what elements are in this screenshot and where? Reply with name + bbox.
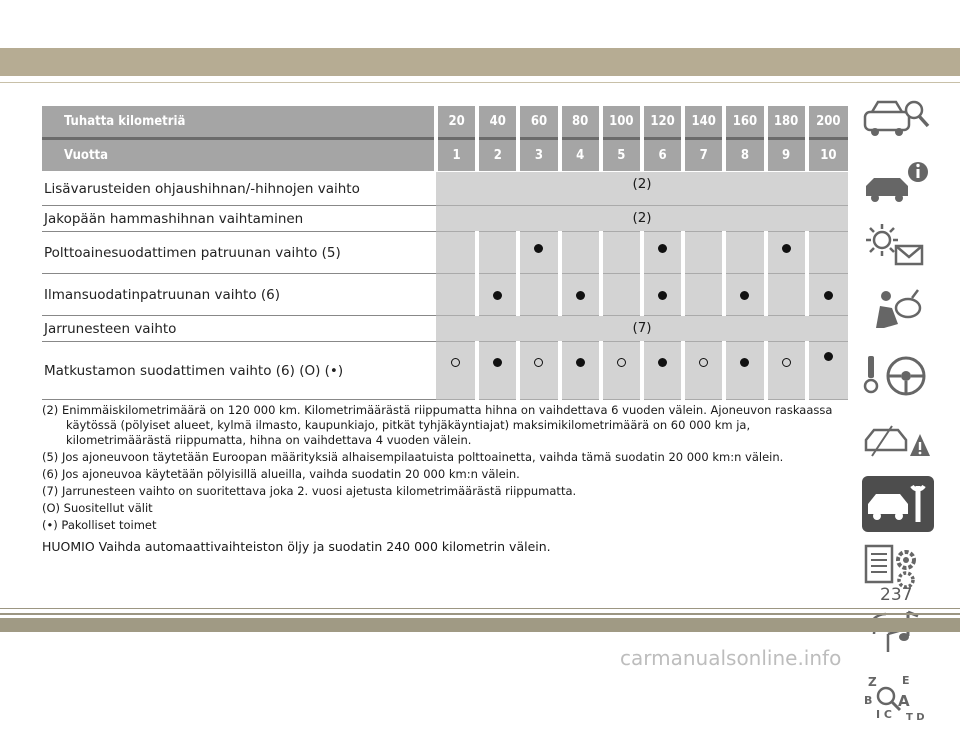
row-label: Jakopään hammashihnan vaihtaminen (42, 206, 436, 232)
interval-cell (683, 274, 724, 316)
km-header-180: 180 (766, 106, 807, 139)
interval-cell (518, 232, 559, 274)
interval-cell (601, 274, 642, 316)
table-row (42, 172, 848, 206)
warning-note: HUOMIO Vaihda automaattivaihteiston öljy ja suodatin 240 000 kilometrin välein. (42, 539, 551, 554)
interval-cell (807, 274, 848, 316)
mandatory-mark (740, 358, 749, 367)
note-2: (2) Enimmäiskilometrimäärä on 120 000 km. Kilometrimäärästä riippumatta hihna on vaihdettava 6 vuoden välein. Ajoneuvon raskaassa käytössä (pölyiset alueet, kylmä ilmasto, kaupunkiajo, pitkät tyhjäkäyntiajat) maksimikilometrimäärä on 60 000 km ja, kilometrimäärästä riippumatta, hihna on vaihdettava 4 vuoden välein. (42, 403, 833, 447)
mandatory-mark (824, 352, 833, 361)
svg-text:Z: Z (868, 675, 877, 689)
year-header-2: 2 (477, 139, 518, 172)
interval-reference: (2) (436, 172, 848, 206)
interval-cell (724, 232, 765, 274)
km-header-row (42, 106, 848, 139)
mandatory-mark (576, 358, 585, 367)
svg-text:T D: T D (906, 712, 925, 723)
interval-reference: (2) (436, 206, 848, 232)
car-warning-icon[interactable] (862, 412, 934, 468)
interval-cell (807, 342, 848, 400)
row-label: Lisävarusteiden ohjaushihnan/-hihnojen vaihto (42, 172, 436, 206)
mandatory-mark (534, 244, 543, 253)
year-header-9: 9 (766, 139, 807, 172)
mandatory-mark (824, 291, 833, 300)
table-row (42, 232, 848, 274)
interval-cell (766, 232, 807, 274)
interval-cell (436, 232, 477, 274)
row-label: Matkustamon suodattimen vaihto (6) (O) (•) (42, 342, 436, 400)
note-6: (6) Jos ajoneuvoa käytetään pölyisillä alueilla, vaihda suodatin 20 000 km:n välein. (42, 467, 520, 481)
km-header-100: 100 (601, 106, 642, 139)
interval-cell (560, 342, 601, 400)
mandatory-mark (658, 358, 667, 367)
svg-text:A: A (898, 692, 910, 710)
bottom-divider-thin (0, 608, 960, 609)
km-header-40: 40 (477, 106, 518, 139)
steering-key-icon[interactable] (862, 348, 934, 404)
top-divider (0, 82, 960, 83)
page-number: 237 (880, 585, 913, 605)
year-header-5: 5 (601, 139, 642, 172)
interval-cell (477, 342, 518, 400)
row-label: Polttoainesuodattimen patruunan vaihto (5) (42, 232, 436, 274)
year-header-7: 7 (683, 139, 724, 172)
svg-text:I C: I C (876, 708, 892, 721)
year-header-1: 1 (436, 139, 477, 172)
car-info-icon[interactable] (862, 156, 934, 212)
interval-cell (518, 274, 559, 316)
interval-cell (683, 232, 724, 274)
km-header-label: Tuhatta kilometriä (42, 106, 436, 139)
row-label: Ilmansuodatinpatruunan vaihto (6) (42, 274, 436, 316)
interval-cell (601, 342, 642, 400)
mandatory-mark (740, 291, 749, 300)
interval-cell (724, 274, 765, 316)
airbag-seat-icon[interactable] (862, 284, 934, 340)
year-header-4: 4 (560, 139, 601, 172)
km-header-20: 20 (436, 106, 477, 139)
note-5: (5) Jos ajoneuvoon täytetään Euroopan määrityksiä alhaisempilaatuista polttoainetta, vaihda tämä suodatin 20 000 km:n välein. (42, 450, 784, 464)
recommended-mark (782, 358, 791, 367)
interval-cell (642, 274, 683, 316)
year-header-3: 3 (518, 139, 559, 172)
recommended-mark (451, 358, 460, 367)
interval-cell (518, 342, 559, 400)
svg-text:B: B (864, 694, 873, 707)
table-row (42, 342, 848, 400)
maintenance-schedule-table (42, 106, 848, 400)
mandatory-mark (493, 358, 502, 367)
interval-cell (642, 342, 683, 400)
interval-cell (477, 274, 518, 316)
footnotes (42, 403, 848, 556)
km-header-160: 160 (724, 106, 765, 139)
mandatory-mark (658, 291, 667, 300)
interval-cell (766, 274, 807, 316)
interval-cell (560, 274, 601, 316)
km-header-80: 80 (560, 106, 601, 139)
interval-cell (807, 232, 848, 274)
year-header-8: 8 (724, 139, 765, 172)
mandatory-mark (782, 244, 791, 253)
mandatory-mark (493, 291, 502, 300)
interval-cell (766, 342, 807, 400)
table-row (42, 316, 848, 342)
chapter-sidebar (862, 92, 934, 732)
km-header-120: 120 (642, 106, 683, 139)
km-header-200: 200 (807, 106, 848, 139)
interval-cell (436, 274, 477, 316)
bottom-decorative-band (0, 618, 960, 632)
mandatory-mark (576, 291, 585, 300)
km-header-140: 140 (683, 106, 724, 139)
interval-cell (601, 232, 642, 274)
svg-text:E: E (902, 674, 910, 687)
note-mandatory: (•) Pakolliset toimet (42, 518, 157, 532)
recommended-mark (617, 358, 626, 367)
top-decorative-band (0, 48, 960, 76)
years-header-row (42, 139, 848, 172)
interval-cell (724, 342, 765, 400)
interval-cell (560, 232, 601, 274)
note-recommended: (O) Suositellut välit (42, 501, 153, 515)
warning-lights-icon[interactable] (862, 220, 934, 276)
table-row (42, 274, 848, 316)
km-header-60: 60 (518, 106, 559, 139)
recommended-mark (534, 358, 543, 367)
interval-cell (683, 342, 724, 400)
mandatory-mark (658, 244, 667, 253)
note-7: (7) Jarrunesteen vaihto on suoritettava joka 2. vuosi ajetusta kilometrimäärästä riippumatta. (42, 484, 577, 498)
row-label: Jarrunesteen vaihto (42, 316, 436, 342)
car-wrench-icon[interactable] (862, 476, 934, 532)
table-row (42, 206, 848, 232)
year-header-6: 6 (642, 139, 683, 172)
years-header-label: Vuotta (42, 139, 436, 172)
watermark-text: carmanualsonline.info (620, 646, 842, 670)
year-header-10: 10 (807, 139, 848, 172)
interval-reference: (7) (436, 316, 848, 342)
interval-cell (642, 232, 683, 274)
interval-cell (477, 232, 518, 274)
car-search-icon[interactable] (862, 92, 934, 148)
recommended-mark (699, 358, 708, 367)
alphabet-index-icon[interactable] (862, 668, 934, 724)
interval-cell (436, 342, 477, 400)
bottom-divider (0, 613, 960, 615)
